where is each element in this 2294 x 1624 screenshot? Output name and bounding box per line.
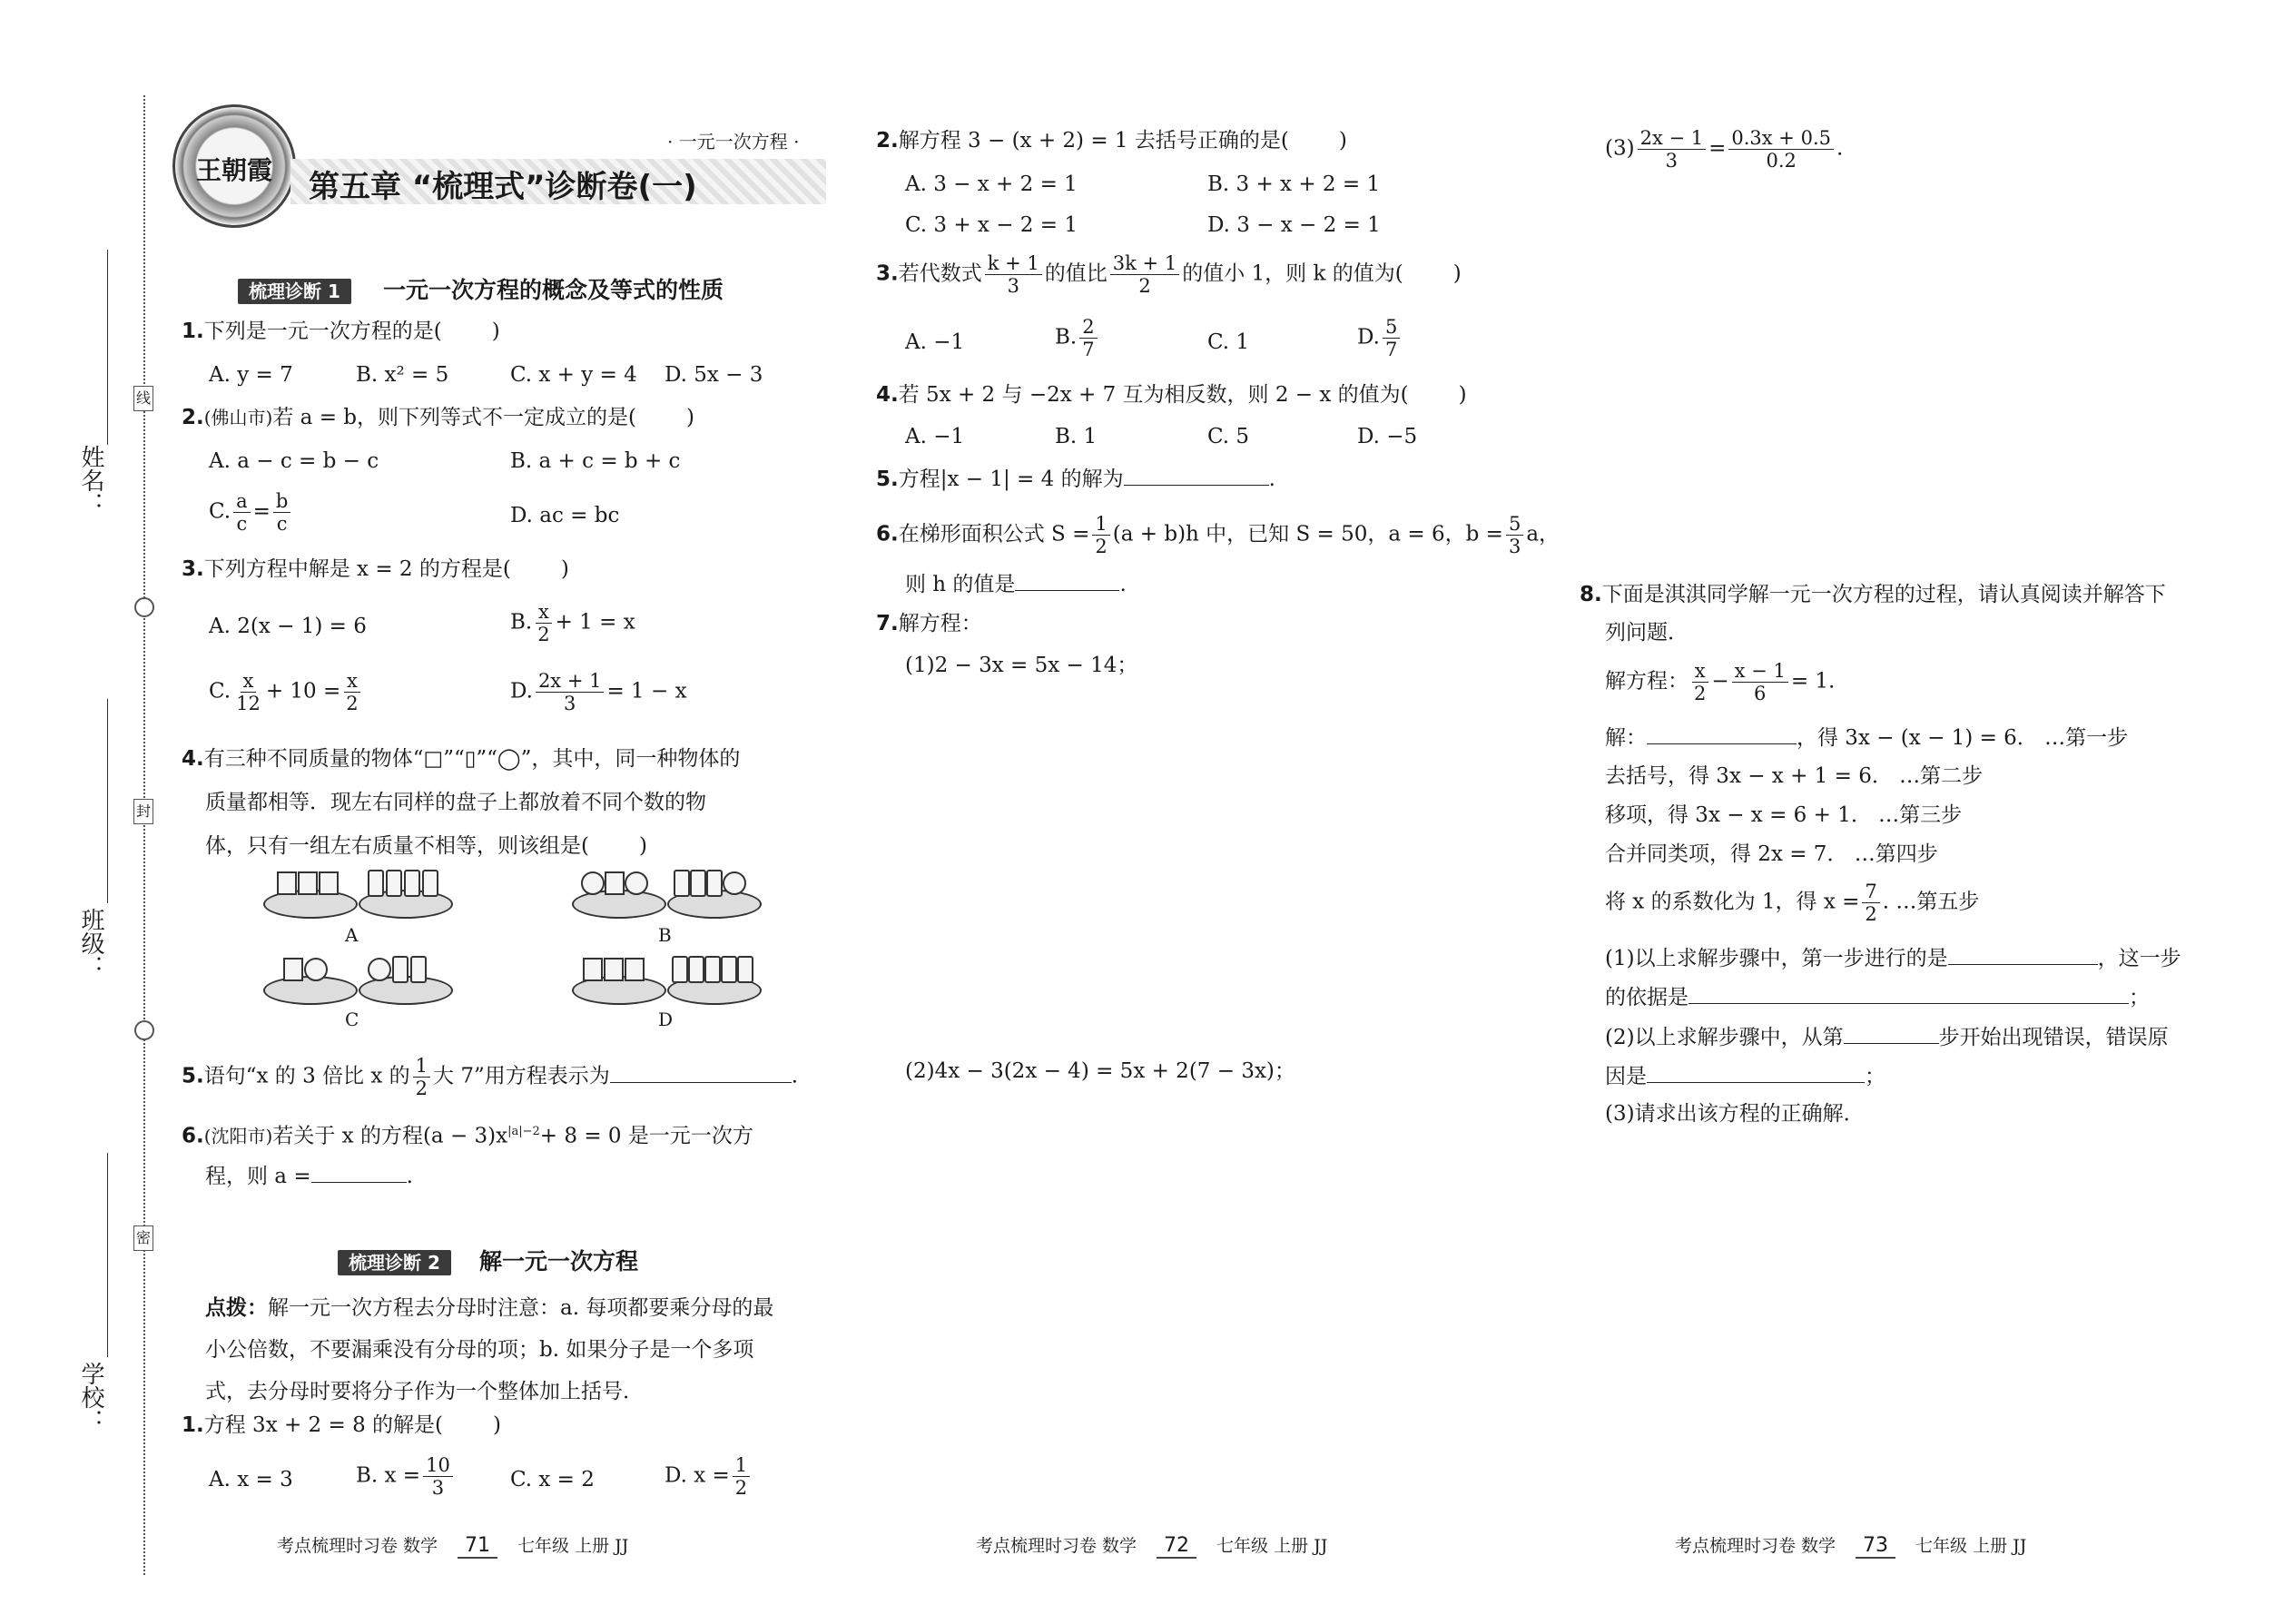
c2-q3-opt-c[interactable]: C. 1 xyxy=(1207,330,1250,354)
c1-s2-q1-stem: 1.方程 3x + 2 = 8 的解是( ) xyxy=(182,1413,501,1437)
section2-badge: 梳理诊断 2 xyxy=(338,1250,451,1275)
section2-title: 解一元一次方程 xyxy=(478,1248,638,1275)
c3-q8-sub2-line2: 因是 ； xyxy=(1605,1062,1885,1090)
c2-q7-part2-workspace[interactable] xyxy=(899,1089,1534,1498)
c2-q6-line2: 则 h 的值是 . xyxy=(905,570,1127,598)
c3-q7-part3-workspace[interactable] xyxy=(1598,182,2233,563)
page-number: 73 xyxy=(1856,1534,1895,1559)
school-label: 学校： xyxy=(77,1362,104,1432)
c2-q7-part1: (1)2 − 3x = 5x − 14； xyxy=(905,654,1138,677)
c2-q4-stem: 4.若 5x + 2 与 −2x + 7 互为相反数，则 2 − x 的值为( ) xyxy=(876,383,1467,407)
balance-label-b: B xyxy=(658,924,672,946)
tip-line1: 点拨：解一元一次方程去分母时注意：a. 每项都要乘分母的最 xyxy=(205,1295,774,1320)
c3-q8-line1: 8.下面是淇淇同学解一元一次方程的过程，请认真阅读并解答下 xyxy=(1580,583,2166,606)
c2-q5: 5.方程|x − 1| = 4 的解为 . xyxy=(876,465,1275,493)
c1-q6-answer-blank[interactable] xyxy=(311,1162,407,1183)
c1-q6-line2: 程，则 a = . xyxy=(205,1162,413,1190)
logo-text: 王朝霞 xyxy=(195,155,272,185)
binding-mark-xian: 线 xyxy=(133,386,153,411)
footer-page-72: 考点梳理时习卷 数学 72 七年级 上册 JJ xyxy=(976,1534,1328,1557)
binding-mark-mi: 密 xyxy=(133,1225,153,1251)
c1-q4-line2: 质量都相等．现左右同样的盘子上都放着不同个数的物 xyxy=(205,791,706,814)
c3-q8-sub1-blank1[interactable] xyxy=(1948,944,2098,965)
c3-q8-sub2-blank1[interactable] xyxy=(1844,1023,1939,1044)
balance-label-c: C xyxy=(345,1009,359,1030)
c3-q8-step4: 合并同类项，得 2x = 7． …第四步 xyxy=(1605,842,1938,866)
binding-dotted-line xyxy=(143,95,145,1575)
c1-s2-q1-opt-d[interactable]: D. x = $\frac{1}{2}$ xyxy=(665,1454,753,1499)
c1-s2-q1-opt-b[interactable]: B. x = $\frac{10}{3}$ xyxy=(356,1454,456,1499)
c1-q3-opt-d[interactable]: D. $\frac{2x + 1}{3}$ = 1 − x xyxy=(510,670,687,714)
c1-q2-opt-c[interactable]: C. $\frac{a}{c}$ = $\frac{b}{c}$ xyxy=(209,490,293,535)
page-number: 71 xyxy=(458,1534,497,1559)
section1-title: 一元一次方程的概念及等式的性质 xyxy=(382,277,724,303)
c2-q4-opt-b[interactable]: B. 1 xyxy=(1055,425,1098,448)
page-number: 72 xyxy=(1157,1534,1196,1559)
c1-q3-opt-a[interactable]: A. 2(x − 1) = 6 xyxy=(209,615,367,638)
c1-q3-opt-b[interactable]: B. $\frac{x}{2}$ + 1 = x xyxy=(510,601,635,645)
section1-badge: 梳理诊断 1 xyxy=(238,279,351,304)
section1-header xyxy=(238,272,724,305)
c1-q5-answer-blank[interactable] xyxy=(610,1062,792,1083)
c3-q8-line2: 列问题． xyxy=(1605,621,1689,645)
c1-q2-opt-d[interactable]: D. ac = bc xyxy=(510,504,620,527)
binding-margin xyxy=(0,0,159,1624)
c2-q6-answer-blank[interactable] xyxy=(1015,570,1119,591)
c2-q2-opt-a[interactable]: A. 3 − x + 2 = 1 xyxy=(905,172,1078,196)
c3-q8-sub3: (3)请求出该方程的正确解． xyxy=(1605,1102,1865,1126)
name-label: 姓名： xyxy=(77,445,104,516)
c2-q3-opt-d[interactable]: D. $\frac{5}{7}$ xyxy=(1357,316,1403,360)
c1-s2-q1-opt-c[interactable]: C. x = 2 xyxy=(510,1468,595,1491)
c1-q4-line3: 体，只有一组左右质量不相等，则该组是( ) xyxy=(205,834,647,858)
class-field-line[interactable] xyxy=(107,699,108,903)
c3-q8-sub2-blank2[interactable] xyxy=(1647,1062,1865,1083)
balance-figure-a[interactable] xyxy=(263,867,454,921)
c1-q3-opt-c[interactable]: C. $\frac{x}{12}$ + 10 = $\frac{x}{2}$ xyxy=(209,670,364,714)
footer-page-71: 考点梳理时习卷 数学 71 七年级 上册 JJ xyxy=(277,1534,629,1557)
name-field-line[interactable] xyxy=(107,250,108,445)
c2-q7-part2: (2)4x − 3(2x − 4) = 5x + 2(7 − 3x)； xyxy=(905,1059,1295,1083)
c2-q6-line1: 6.在梯形面积公式 S = $\frac{1}{2}$ (a + b)h 中，已知 S = 50，a = 6，b = $\frac{5}{3}$ a， xyxy=(876,513,1561,557)
balance-label-d: D xyxy=(658,1009,674,1030)
c1-q1-opt-b[interactable]: B. x² = 5 xyxy=(356,363,449,387)
c2-q4-opt-a[interactable]: A. −1 xyxy=(905,425,965,448)
c1-q1-opt-c[interactable]: C. x + y = 4 xyxy=(510,363,637,387)
c1-q3-stem: 3.下列方程中解是 x = 2 的方程是( ) xyxy=(182,557,569,581)
c3-q8-step1-blank[interactable] xyxy=(1647,723,1797,744)
c1-q2-opt-b[interactable]: B. a + c = b + c xyxy=(510,449,681,473)
balance-figure-b[interactable] xyxy=(572,867,763,921)
tip-line3: 式，去分母时要将分子作为一个整体加上括号． xyxy=(205,1380,644,1403)
balance-label-a: A xyxy=(345,924,359,946)
footer-page-73: 考点梳理时习卷 数学 73 七年级 上册 JJ xyxy=(1675,1534,2027,1557)
logo-emblem xyxy=(172,104,296,228)
c3-q8-step1: 解： ，得 3x − (x − 1) = 6． …第一步 xyxy=(1605,723,2128,752)
c1-q1-opt-a[interactable]: A. y = 7 xyxy=(209,363,293,387)
c1-q5: 5.语句“x 的 3 倍比 x 的 $\frac{1}{2}$ 大 7”用方程表示为 . xyxy=(182,1055,799,1099)
c2-q3-stem: 3.若代数式 $\frac{k + 1}{3}$ 的值比 $\frac{3k + 1}{2}$ 的值小 1，则 k 的值为( ) xyxy=(876,252,1462,297)
c3-q8-sub1-line2: 的依据是 ； xyxy=(1605,983,2150,1011)
binding-mark-feng: 封 xyxy=(133,799,153,824)
c2-q3-opt-a[interactable]: A. −1 xyxy=(905,330,965,354)
c1-q1-stem: 1.下列是一元一次方程的是( ) xyxy=(182,320,500,343)
tip-line2: 小公倍数，不要漏乘没有分母的项；b. 如果分子是一个多项 xyxy=(205,1338,754,1362)
c3-q8-step5: 将 x 的系数化为 1，得 x = $\frac{7}{2}$ . …第五步 xyxy=(1605,881,1980,925)
topic-label: · 一元一次方程 · xyxy=(667,131,800,153)
c2-q5-answer-blank[interactable] xyxy=(1124,465,1269,486)
c2-q2-stem: 2.解方程 3 − (x + 2) = 1 去括号正确的是( ) xyxy=(876,129,1347,153)
c3-q8-sub1-line1: (1)以上求解步骤中，第一步进行的是 ，这一步 xyxy=(1605,944,2181,972)
c3-q8-step3: 移项，得 3x − x = 6 + 1． …第三步 xyxy=(1605,803,1963,827)
page-title: 第五章 “梳理式”诊断卷(一) xyxy=(309,169,697,205)
c3-q8-equation: 解方程： $\frac{x}{2}$ − $\frac{x - 1}{6}$ = 1. xyxy=(1605,660,1836,704)
c1-q2-opt-a[interactable]: A. a − c = b − c xyxy=(209,449,379,473)
c1-q1-opt-d[interactable]: D. 5x − 3 xyxy=(665,363,763,387)
binding-hole-icon xyxy=(134,1020,154,1040)
c1-s2-q1-opt-a[interactable]: A. x = 3 xyxy=(209,1468,293,1491)
c2-q4-opt-c[interactable]: C. 5 xyxy=(1207,425,1250,448)
c3-q7-part3: (3) $\frac{2x - 1}{3}$ = $\frac{0.3x + 0.5}{0.2}$ . xyxy=(1605,127,1844,172)
c1-q2-stem: 2.(佛山市)若 a = b，则下列等式不一定成立的是( ) xyxy=(182,406,694,429)
c3-q8-sub1-blank2[interactable] xyxy=(1689,983,2129,1004)
balance-figure-d[interactable] xyxy=(572,953,763,1008)
c2-q7-part1-workspace[interactable] xyxy=(899,685,1534,1039)
class-label: 班级： xyxy=(77,908,104,979)
school-field-line[interactable] xyxy=(107,1153,108,1357)
c2-q2-opt-c[interactable]: C. 3 + x − 2 = 1 xyxy=(905,213,1078,237)
c1-q6-line1: 6.(沈阳市)若关于 x 的方程$(a - 3)x^{|a|-2}+ 8 = 0$ 是一元一次方 xyxy=(182,1124,753,1148)
c3-q8-step2: 去括号，得 3x − x + 1 = 6． …第二步 xyxy=(1605,764,1984,788)
binding-hole-icon xyxy=(134,597,154,617)
c2-q2-opt-d[interactable]: D. 3 − x − 2 = 1 xyxy=(1207,213,1381,237)
balance-figure-c[interactable] xyxy=(263,953,454,1008)
c2-q7-stem: 7.解方程： xyxy=(876,612,982,635)
c3-q8-sub2-line1: (2)以上求解步骤中，从第 步开始出现错误，错误原 xyxy=(1605,1023,2169,1051)
c3-q8-sub3-workspace[interactable] xyxy=(1598,1139,2233,1502)
section2-header xyxy=(338,1244,638,1276)
c2-q4-opt-d[interactable]: D. −5 xyxy=(1357,425,1418,448)
c1-q4-line1: 4.有三种不同质量的物体“□”“▯”“◯”，其中，同一种物体的 xyxy=(182,747,741,771)
c2-q2-opt-b[interactable]: B. 3 + x + 2 = 1 xyxy=(1207,172,1381,196)
c2-q3-opt-b[interactable]: B. $\frac{2}{7}$ xyxy=(1055,316,1100,360)
